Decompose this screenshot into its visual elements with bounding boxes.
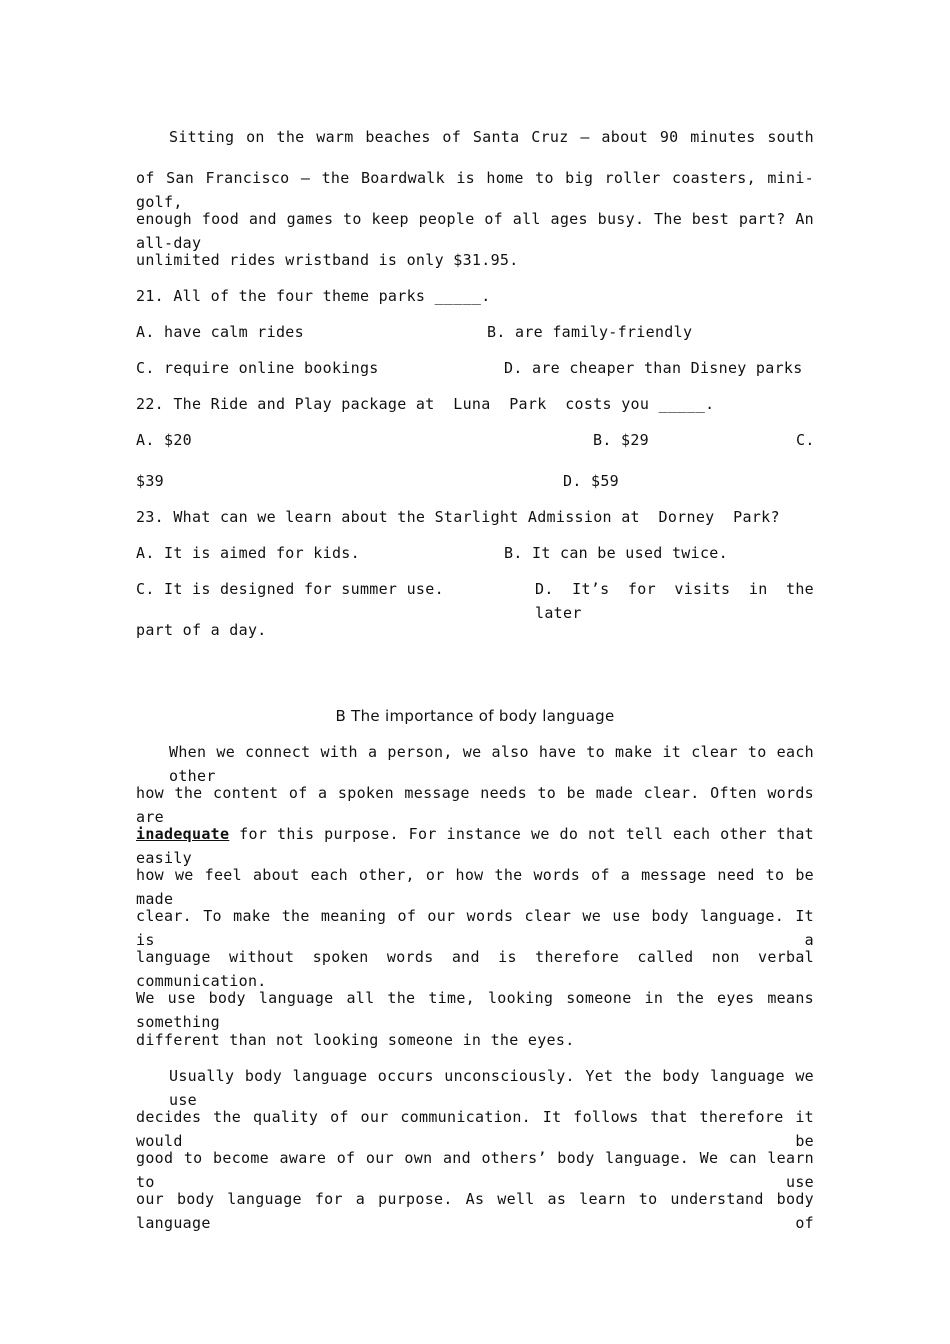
passage-b-p2-line-1: Usually body language occurs unconsciously. Yet the body language we use — [169, 1067, 814, 1109]
underlined-word: inadequate — [136, 825, 230, 843]
passage-b-p1-line-3-rest: for this purpose. For instance we do not tell each other that easily — [136, 825, 814, 867]
passage-b-title: B The importance of body language — [335, 707, 615, 725]
q22-option-a: A. $20 — [136, 431, 192, 449]
q21-option-d: D. are cheaper than Disney parks — [504, 359, 803, 377]
passage-b-p1-line-8: different than not looking someone in the eyes. — [136, 1031, 575, 1049]
q22-option-c-label: C. — [796, 431, 815, 449]
q22-stem: 22. The Ride and Play package at Luna Park costs you _____. — [136, 395, 715, 413]
passage-b-p1-line-5: clear. To make the meaning of our words clear we use body language. It is a — [136, 907, 814, 949]
q22-option-b: B. $29 — [593, 431, 649, 449]
q23-option-d-line-2: part of a day. — [136, 621, 267, 639]
passage-b-p1-line-2: how the content of a spoken message needs to be made clear. Often words are — [136, 784, 814, 826]
passage-a-line-1: Sitting on the warm beaches of Santa Cruz — about 90 minutes south — [169, 128, 814, 146]
passage-b-p1-line-7: We use body language all the time, looking someone in the eyes means something — [136, 989, 814, 1031]
passage-a-line-3: enough food and games to keep people of all ages busy. The best part? An all-day — [136, 210, 814, 252]
passage-b-p1-line-3 — [136, 822, 814, 867]
passage-b-p1-line-1: When we connect with a person, we also have to make it clear to each other — [169, 743, 814, 785]
q22-option-d: D. $59 — [563, 472, 619, 490]
q21-stem: 21. All of the four theme parks _____. — [136, 287, 491, 305]
q22-option-c-value: $39 — [136, 472, 164, 490]
q21-option-c: C. require online bookings — [136, 359, 379, 377]
q23-stem: 23. What can we learn about the Starlight Admission at Dorney Park? — [136, 508, 780, 526]
passage-a-line-4: unlimited rides wristband is only $31.95. — [136, 251, 519, 269]
passage-b-p2-line-3: good to become aware of our own and others’ body language. We can learn to use — [136, 1149, 814, 1191]
passage-a-line-2: of San Francisco — the Boardwalk is home to big roller coasters, mini-golf, — [136, 169, 814, 211]
passage-b-p1-line-4: how we feel about each other, or how the words of a message need to be made — [136, 866, 814, 908]
q21-option-a: A. have calm rides — [136, 323, 304, 341]
q23-option-b: B. It can be used twice. — [504, 544, 728, 562]
q21-option-b: B. are family-friendly — [487, 323, 693, 341]
passage-b-p2-line-2: decides the quality of our communication. It follows that therefore it would be — [136, 1108, 814, 1150]
q23-option-d-line-1: D. It’s for visits in the later — [535, 580, 814, 622]
q23-option-a: A. It is aimed for kids. — [136, 544, 360, 562]
passage-b-p1-line-6: language without spoken words and is therefore called non verbal communication. — [136, 948, 814, 990]
q23-option-c: C. It is designed for summer use. — [136, 580, 444, 598]
passage-b-p2-line-4: our body language for a purpose. As well as learn to understand body language of — [136, 1190, 814, 1232]
